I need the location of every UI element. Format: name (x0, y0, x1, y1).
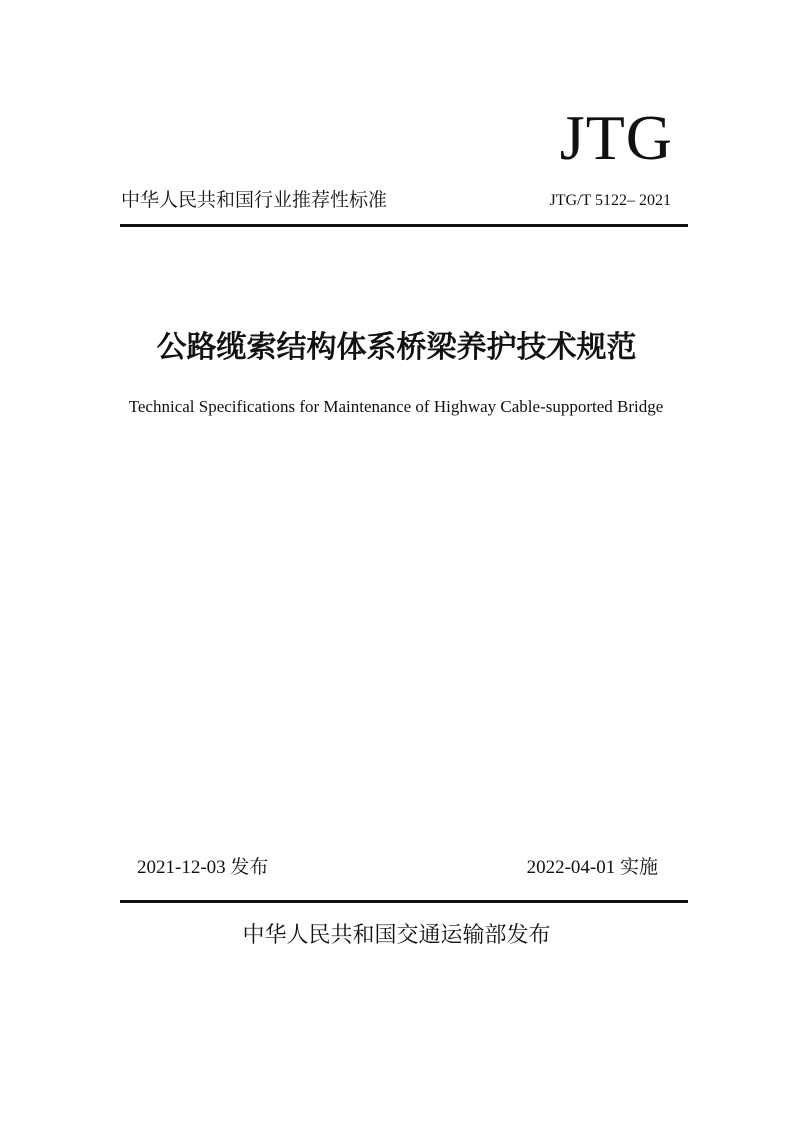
publisher: 中华人民共和国交通运输部发布 (242, 923, 551, 948)
footer-divider (120, 900, 688, 903)
jtg-logo: JTG (559, 102, 673, 173)
document-title-english: Technical Specifications for Maintenance of Highway Cable-supported Bridge (128, 397, 664, 416)
issue-date: 2021-12-03 发布 (137, 857, 269, 878)
document-title-chinese: 公路缆索结构体系桥梁养护技术规范 (156, 330, 637, 365)
implementation-date: 2022-04-01 实施 (526, 857, 658, 878)
header-divider (120, 224, 688, 227)
standard-type: 中华人民共和国行业推荐性标准 (121, 189, 388, 211)
standard-code: JTG/T 5122– 2021 (549, 192, 671, 209)
